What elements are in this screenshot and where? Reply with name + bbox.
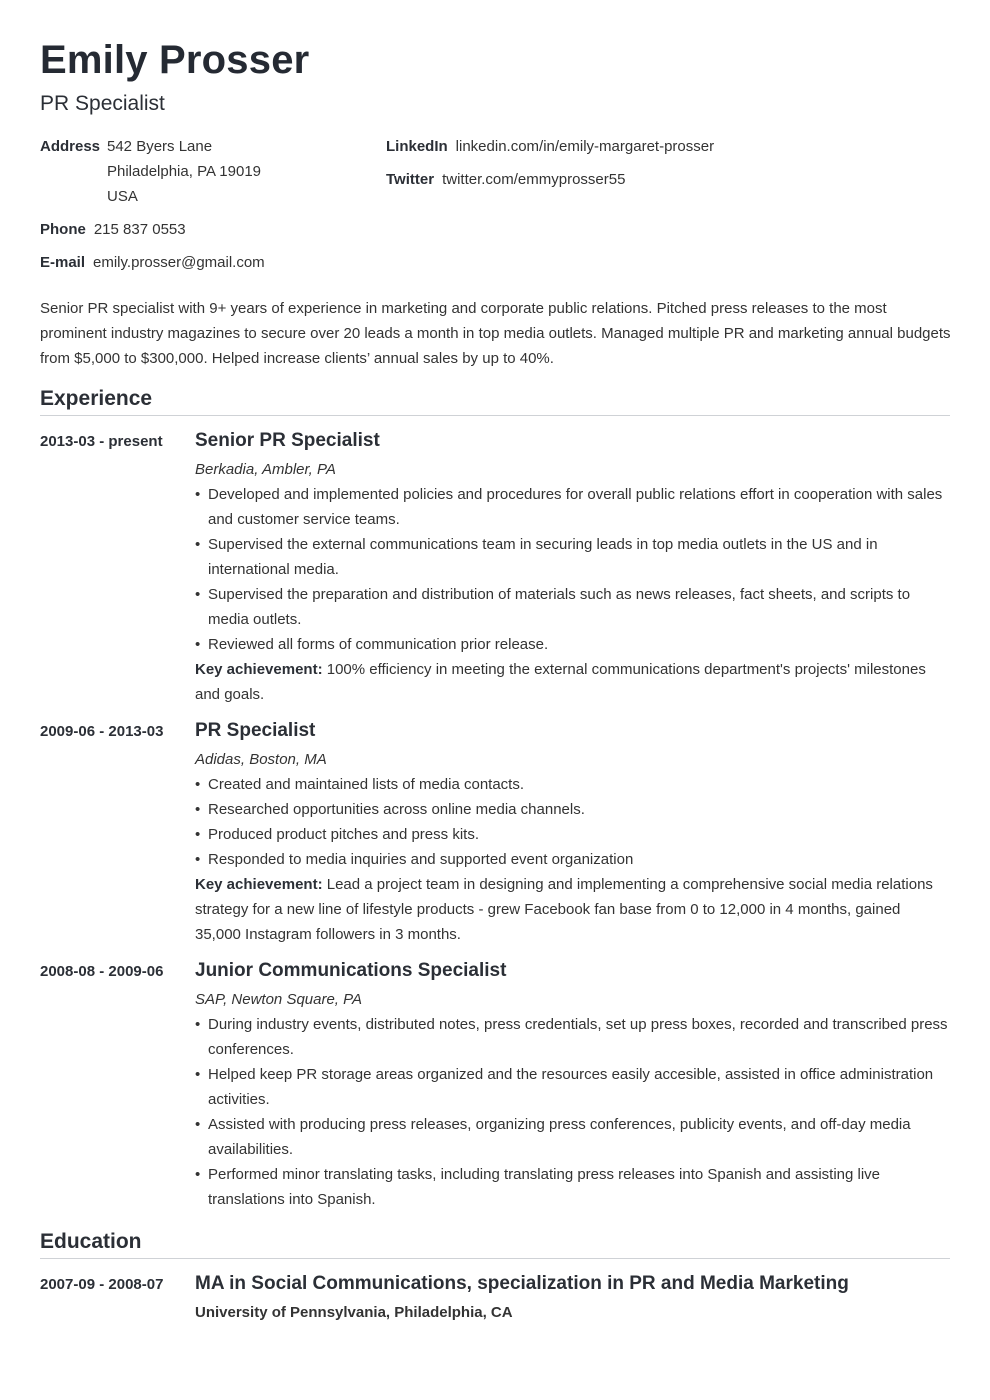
achievement-label: Key achievement: bbox=[195, 876, 323, 893]
candidate-name: Emily Prosser bbox=[40, 38, 310, 82]
contact-address bbox=[40, 134, 261, 209]
contact-phone bbox=[40, 217, 186, 242]
phone-value: 215 837 0553 bbox=[93, 221, 186, 238]
linkedin-label: LinkedIn bbox=[386, 138, 448, 155]
job-role: Junior Communications Specialist bbox=[195, 960, 507, 981]
degree-title: MA in Social Communications, specialization in PR and Media Marketing bbox=[195, 1273, 849, 1294]
list-item: • Assisted with producing press releases, organizing press conferences, publicity events, and off-day media availabilities. bbox=[195, 1112, 950, 1162]
experience-heading: Experience bbox=[40, 386, 950, 416]
list-item: • Helped keep PR storage areas organized and the resources easily accesible, assisted in office administration activities. bbox=[195, 1062, 950, 1112]
entry-dates: 2013-03 - present bbox=[40, 433, 163, 450]
bullet-icon: • bbox=[195, 1016, 201, 1033]
contact-email bbox=[40, 250, 265, 275]
entry-dates: 2007-09 - 2008-07 bbox=[40, 1276, 164, 1293]
job-company: Berkadia, Ambler, PA bbox=[195, 461, 336, 478]
job-role: Senior PR Specialist bbox=[195, 430, 380, 451]
job-role: PR Specialist bbox=[195, 720, 316, 741]
twitter-link[interactable]: twitter.com/emmyprosser55 bbox=[442, 171, 626, 188]
key-achievement bbox=[195, 872, 950, 947]
list-item: • During industry events, distributed notes, press credentials, set up press boxes, recorded and transcribed press conferences. bbox=[195, 1012, 950, 1062]
bullet-icon: • bbox=[195, 586, 201, 603]
bullet-icon: • bbox=[195, 776, 201, 793]
job-bullets bbox=[195, 1012, 950, 1212]
candidate-title: PR Specialist bbox=[40, 92, 165, 115]
contact-twitter bbox=[386, 167, 625, 192]
list-item: • Responded to media inquiries and supported event organization bbox=[195, 847, 950, 872]
list-item: • Developed and implemented policies and procedures for overall public relations effort in cooperation with sales and customer service teams. bbox=[195, 482, 950, 532]
address-line: Philadelphia, PA 19019 bbox=[107, 163, 262, 180]
linkedin-link[interactable]: linkedin.com/in/emily-margaret-prosser bbox=[455, 138, 715, 155]
email-link[interactable]: emily.prosser@gmail.com bbox=[93, 254, 265, 271]
list-item: • Researched opportunities across online media channels. bbox=[195, 797, 950, 822]
list-item: • Supervised the preparation and distribution of materials such as news releases, fact sheets, and scripts to media outlets. bbox=[195, 582, 950, 632]
email-label: E-mail bbox=[40, 254, 86, 271]
entry-body bbox=[195, 1272, 950, 1325]
job-company: Adidas, Boston, MA bbox=[195, 751, 327, 768]
entry-body bbox=[195, 959, 950, 1212]
key-achievement bbox=[195, 657, 950, 707]
bullet-icon: • bbox=[195, 1116, 201, 1133]
list-item: • Performed minor translating tasks, including translating press releases into Spanish and assisting live translations into Spanish. bbox=[195, 1162, 950, 1212]
achievement-text: Lead a project team in designing and implementing a comprehensive social media relations strategy for a new line of lifestyle products - grew Facebook fan base from 0 to 12,000 in 4 months, gained 35,000 Instagram followers in 3 months. bbox=[195, 876, 933, 943]
bullet-icon: • bbox=[195, 801, 201, 818]
address-label: Address bbox=[40, 138, 101, 155]
job-bullets bbox=[195, 482, 950, 657]
education-heading: Education bbox=[40, 1229, 950, 1259]
job-bullets bbox=[195, 772, 950, 872]
address-line: 542 Byers Lane bbox=[107, 138, 213, 155]
list-item: • Produced product pitches and press kits. bbox=[195, 822, 950, 847]
list-item: • Reviewed all forms of communication prior release. bbox=[195, 632, 950, 657]
bullet-icon: • bbox=[195, 486, 201, 503]
school-name: University of Pennsylvania, Philadelphia, CA bbox=[195, 1304, 513, 1321]
achievement-label: Key achievement: bbox=[195, 661, 323, 678]
bullet-icon: • bbox=[195, 851, 201, 868]
entry-body bbox=[195, 719, 950, 947]
profile-summary: Senior PR specialist with 9+ years of experience in marketing and corporate public relations. Pitched press releases to the most prominent industry magazines to secure over 20 leads a month in top media outlets. Managed multiple PR and marketing annual budgets from $5,000 to $300,000. Helped increase clients’ annual sales by up to 40%. bbox=[40, 300, 951, 367]
bullet-icon: • bbox=[195, 826, 201, 843]
address-value bbox=[107, 134, 261, 209]
bullet-icon: • bbox=[195, 1066, 201, 1083]
job-company: SAP, Newton Square, PA bbox=[195, 991, 363, 1008]
bullet-icon: • bbox=[195, 636, 201, 653]
contact-linkedin bbox=[386, 134, 714, 159]
list-item: • Supervised the external communications team in securing leads in top media outlets in the US and in international media. bbox=[195, 532, 950, 582]
entry-dates: 2008-08 - 2009-06 bbox=[40, 963, 164, 980]
address-line: USA bbox=[107, 188, 138, 205]
entry-body bbox=[195, 429, 950, 707]
list-item: • Created and maintained lists of media contacts. bbox=[195, 772, 950, 797]
bullet-icon: • bbox=[195, 1166, 201, 1183]
twitter-label: Twitter bbox=[386, 171, 435, 188]
achievement-text: 100% efficiency in meeting the external communications department's projects' milestones and goals. bbox=[195, 661, 926, 703]
bullet-icon: • bbox=[195, 536, 201, 553]
entry-dates: 2009-06 - 2013-03 bbox=[40, 723, 164, 740]
phone-label: Phone bbox=[40, 221, 86, 238]
